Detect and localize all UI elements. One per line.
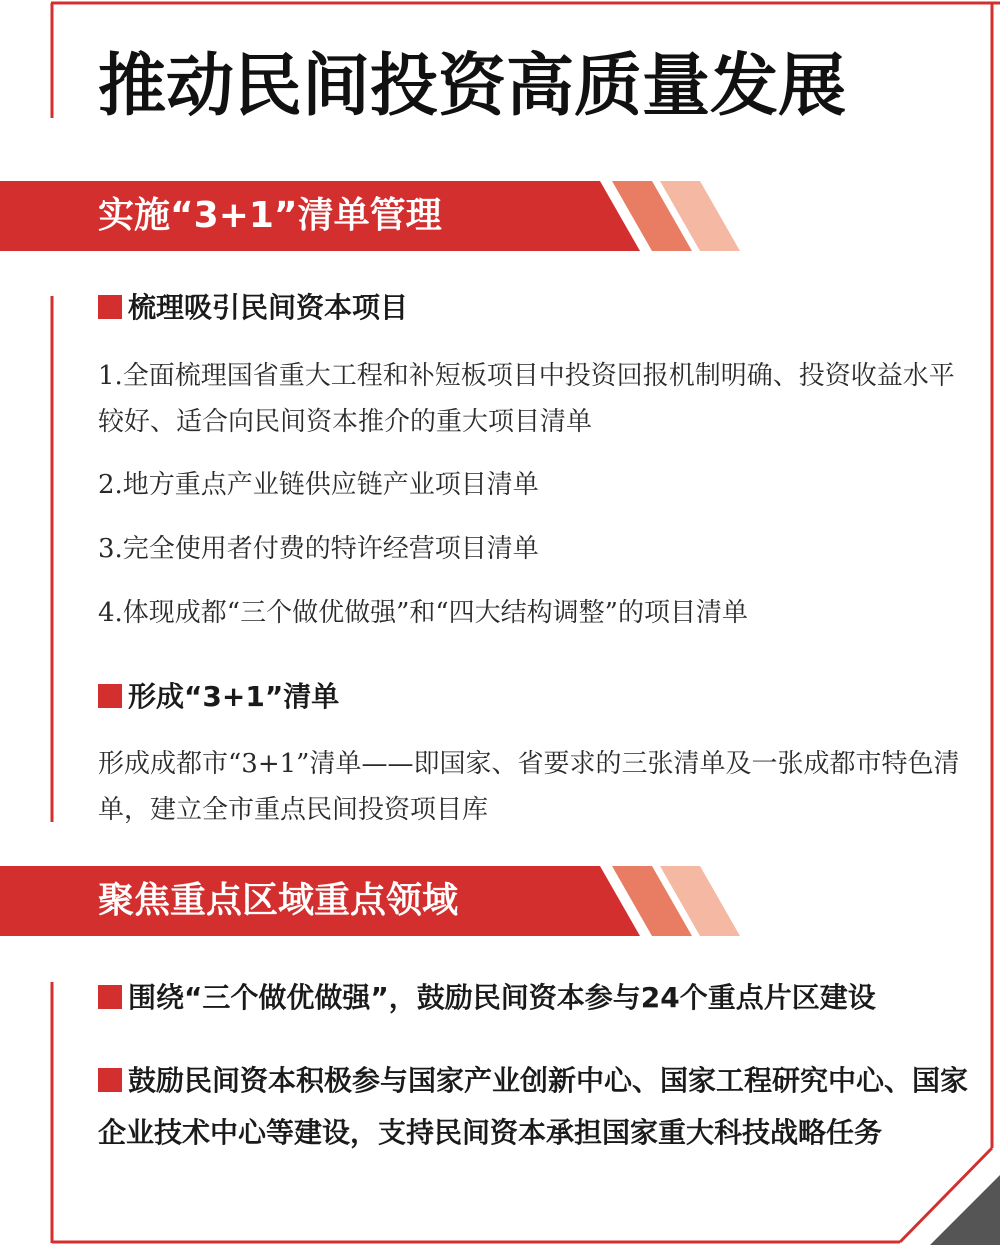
subheading-text: 梳理吸引民间资本项目 bbox=[128, 291, 409, 324]
point-text: 围绕“三个做优做强”，鼓励民间资本参与24个重点片区建设 bbox=[128, 981, 876, 1014]
point-item-2 bbox=[98, 1055, 970, 1159]
point-text: 鼓励民间资本积极参与国家产业创新中心、国家工程研究中心、国家企业技术中心等建设，支持民间资本承担国家重大科技战略任务 bbox=[98, 1064, 969, 1149]
subheading-attract-projects bbox=[98, 288, 408, 328]
section-banner-2-title: 聚焦重点区域重点领域 bbox=[98, 880, 459, 921]
red-square-icon bbox=[98, 295, 122, 319]
list-item: 3.完全使用者付费的特许经营项目清单 bbox=[98, 534, 539, 564]
red-square-icon bbox=[98, 684, 122, 708]
list-item: 4.体现成都“三个做优做强”和“四大结构调整”的项目清单 bbox=[98, 598, 748, 628]
section-banner-2 bbox=[0, 866, 740, 936]
subheading-form-list bbox=[98, 677, 339, 717]
page-title: 推动民间投资高质量发展 bbox=[98, 46, 847, 126]
red-square-icon bbox=[98, 1068, 122, 1092]
list-item: 2.地方重点产业链供应链产业项目清单 bbox=[98, 470, 539, 500]
section-banner-1-title: 实施“3+1”清单管理 bbox=[98, 195, 442, 236]
section-banner-1 bbox=[0, 181, 740, 251]
point-item-1 bbox=[98, 972, 970, 1024]
red-square-icon bbox=[98, 985, 122, 1009]
paragraph-form-list: 形成成都市“3+1”清单——即国家、省要求的三张清单及一张成都市特色清单，建立全市重点民间投资项目库 bbox=[98, 749, 960, 825]
list-item: 1.全面梳理国省重大工程和补短板项目中投资回报机制明确、投资收益水平较好、适合向民间资本推介的重大项目清单 bbox=[98, 361, 955, 437]
subheading-text: 形成“3+1”清单 bbox=[128, 680, 340, 713]
